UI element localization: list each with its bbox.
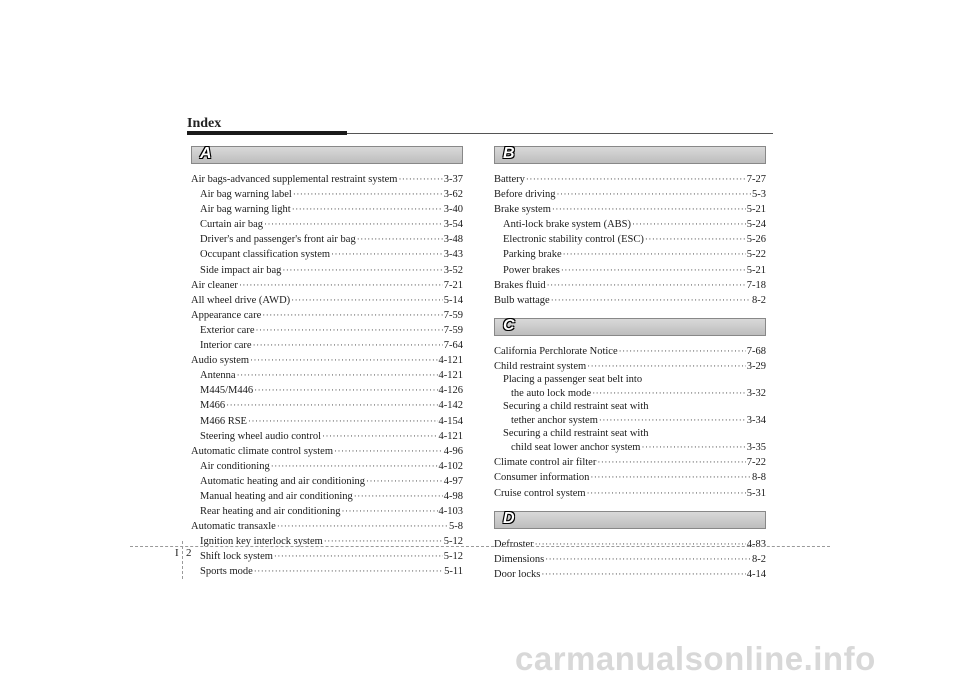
entry-label: Door locks xyxy=(494,568,541,580)
entry-label: Side impact air bag xyxy=(200,264,282,276)
index-entry xyxy=(191,232,463,247)
entry-page: 4-103 xyxy=(438,506,463,518)
section-letter: A xyxy=(200,145,212,162)
entry-page: 3-54 xyxy=(443,219,463,231)
entry-continuation xyxy=(494,440,766,455)
index-entry xyxy=(191,247,463,262)
dot-leader xyxy=(599,413,746,427)
entry-label: Defroster xyxy=(494,538,534,550)
index-entry xyxy=(191,187,463,202)
entry-page: 8-2 xyxy=(752,553,766,565)
dot-leader xyxy=(597,455,745,469)
entry-label: Consumer information xyxy=(494,472,590,484)
entry-label: Anti-lock brake system (ABS) xyxy=(503,219,632,231)
entry-label: M466 RSE xyxy=(200,415,247,427)
entry-page: 3-35 xyxy=(746,442,766,454)
entry-label: Bulb wattage xyxy=(494,294,550,306)
entry-page: 5-21 xyxy=(746,204,766,216)
entry-label: Audio system xyxy=(191,355,250,367)
watermark: carmanualsonline.info xyxy=(515,640,876,677)
dot-leader xyxy=(535,537,746,551)
entry-page: 4-98 xyxy=(443,490,463,502)
dot-leader xyxy=(264,217,443,231)
index-entry xyxy=(191,489,463,504)
entry-page: 5-11 xyxy=(444,566,463,578)
dot-leader xyxy=(274,549,443,563)
entry-page: 5-12 xyxy=(443,536,463,548)
page-title: Index xyxy=(187,116,222,131)
entry-label: All wheel drive (AWD) xyxy=(191,294,291,306)
index-entry xyxy=(494,470,766,485)
section-c-entries xyxy=(494,344,766,501)
entry-page: 8-2 xyxy=(752,294,766,306)
entry-page: 4-83 xyxy=(746,538,766,550)
index-entry xyxy=(494,359,766,374)
footer-section-letter: I xyxy=(175,547,179,559)
dot-leader xyxy=(292,202,443,216)
entry-page: 8-8 xyxy=(752,472,766,484)
entry-page: 7-18 xyxy=(746,279,766,291)
section-a-entries xyxy=(191,172,463,580)
entry-label: Manual heating and air conditioning xyxy=(200,490,353,502)
dot-leader xyxy=(541,567,745,581)
dot-leader xyxy=(561,263,746,277)
entry-label: Sports mode xyxy=(200,566,253,578)
entry-page: 4-97 xyxy=(443,475,463,487)
section-b-entries xyxy=(494,172,766,308)
dot-leader xyxy=(547,278,746,292)
entry-label: Curtain air bag xyxy=(200,219,263,231)
footer-divider xyxy=(182,541,183,579)
entry-page: 4-142 xyxy=(438,400,463,412)
entry-page: 4-121 xyxy=(438,430,463,442)
index-entry xyxy=(191,429,463,444)
entry-page: 3-52 xyxy=(443,264,463,276)
entry-page: 7-27 xyxy=(746,174,766,185)
entry-continuation xyxy=(494,413,766,428)
index-entry xyxy=(494,232,766,247)
entry-page: 7-59 xyxy=(443,309,463,321)
dot-leader xyxy=(331,247,443,261)
dot-leader xyxy=(357,232,443,246)
entry-label: Air bag warning light xyxy=(200,204,291,216)
dot-leader xyxy=(248,414,438,428)
index-entry xyxy=(191,383,463,398)
index-entry xyxy=(191,308,463,323)
dot-leader xyxy=(239,278,443,292)
index-column-right xyxy=(494,146,766,582)
entry-label: Placing a passenger seat belt into xyxy=(503,374,643,386)
entry-page: 4-96 xyxy=(443,445,463,457)
entry-label: Securing a child restraint seat with xyxy=(503,428,649,440)
dot-leader xyxy=(256,323,443,337)
entry-label: Cruise control system xyxy=(494,487,586,499)
entry-page: 4-121 xyxy=(438,355,463,367)
entry-page: 5-26 xyxy=(746,234,766,246)
dot-leader xyxy=(552,202,746,216)
entry-page: 5-8 xyxy=(449,521,463,533)
entry-page: 3-32 xyxy=(746,388,766,400)
dot-leader xyxy=(590,470,751,484)
entry-page: 4-121 xyxy=(438,370,463,382)
entry-label: California Perchlorate Notice xyxy=(494,345,618,357)
section-header-c xyxy=(494,318,766,336)
dot-leader xyxy=(551,293,751,307)
entry-page: 3-29 xyxy=(746,360,766,372)
section-header-d xyxy=(494,511,766,529)
entry-label: Battery xyxy=(494,174,525,185)
entry-label: Steering wheel audio control xyxy=(200,430,322,442)
dot-leader xyxy=(545,552,751,566)
entry-label: Automatic transaxle xyxy=(191,521,276,533)
entry-page: 3-34 xyxy=(746,415,766,427)
entry-page: 5-24 xyxy=(746,219,766,231)
entry-label: M445/M446 xyxy=(200,385,254,397)
entry-label: Interior care xyxy=(200,340,252,352)
dot-leader xyxy=(587,486,746,500)
section-letter: D xyxy=(503,509,515,527)
section-header-a xyxy=(191,146,463,164)
dot-leader xyxy=(592,386,746,400)
entry-label-cont: the auto lock mode xyxy=(511,388,592,400)
entry-label: Brakes fluid xyxy=(494,279,546,291)
dot-leader xyxy=(291,293,443,307)
index-entry xyxy=(494,344,766,359)
dot-leader xyxy=(342,504,438,518)
dot-leader xyxy=(250,353,437,367)
entry-page: 3-48 xyxy=(443,234,463,246)
entry-page: 4-126 xyxy=(438,385,463,397)
entry-label: Air bag warning label xyxy=(200,189,292,201)
index-entry xyxy=(494,278,766,293)
index-entry xyxy=(494,202,766,217)
index-entry xyxy=(191,459,463,474)
index-entry xyxy=(494,247,766,262)
entry-page: 5-31 xyxy=(746,487,766,499)
header-rule-thick xyxy=(187,131,347,135)
index-entry xyxy=(191,504,463,519)
index-entry xyxy=(191,202,463,217)
index-entry xyxy=(191,414,463,429)
entry-label-cont: child seat lower anchor system xyxy=(511,442,641,454)
index-entry xyxy=(494,455,766,470)
entry-page: 3-40 xyxy=(443,204,463,216)
entry-page: 5-14 xyxy=(443,294,463,306)
dot-leader xyxy=(587,359,746,373)
entry-label: Securing a child restraint seat with xyxy=(503,401,649,413)
section-letter: B xyxy=(503,145,515,162)
footer-rule xyxy=(130,546,830,547)
section-letter: C xyxy=(503,316,515,334)
entry-label: Parking brake xyxy=(503,249,562,261)
page-number: 2 xyxy=(186,547,192,559)
entry-label: Climate control air filter xyxy=(494,457,597,469)
index-entry xyxy=(191,263,463,278)
dot-leader xyxy=(271,459,438,473)
dot-leader xyxy=(619,344,746,358)
section-header-b xyxy=(494,146,766,164)
entry-label: Dimensions xyxy=(494,553,545,565)
entry-page: 7-22 xyxy=(746,457,766,469)
entry-page: 5-21 xyxy=(746,264,766,276)
dot-leader xyxy=(226,398,437,412)
dot-leader xyxy=(282,263,442,277)
dot-leader xyxy=(254,383,437,397)
index-entry xyxy=(494,217,766,232)
index-entry xyxy=(494,374,766,401)
entry-label: Occupant classification system xyxy=(200,249,331,261)
index-entry xyxy=(191,353,463,368)
index-entry xyxy=(494,428,766,455)
index-entry xyxy=(191,534,463,549)
dot-leader xyxy=(645,232,746,246)
entry-label: Exterior care xyxy=(200,324,255,336)
entry-page: 3-37 xyxy=(443,174,463,185)
index-entry xyxy=(191,368,463,383)
index-entry xyxy=(494,293,766,308)
entry-label: Automatic climate control system xyxy=(191,445,334,457)
dot-leader xyxy=(262,308,443,322)
index-entry xyxy=(494,552,766,567)
header-rule-thin xyxy=(347,133,773,134)
entry-label: Automatic heating and air conditioning xyxy=(200,475,366,487)
index-entry xyxy=(191,278,463,293)
index-entry xyxy=(191,293,463,308)
dot-leader xyxy=(354,489,443,503)
entry-page: 5-3 xyxy=(752,189,766,201)
index-column-left xyxy=(191,146,463,580)
entry-label: Child restraint system xyxy=(494,360,587,372)
dot-leader xyxy=(277,519,448,533)
index-entry xyxy=(191,398,463,413)
index-entry xyxy=(191,519,463,534)
section-d-entries xyxy=(494,537,766,582)
entry-label: Before driving xyxy=(494,189,556,201)
dot-leader xyxy=(366,474,443,488)
index-entry xyxy=(191,474,463,489)
index-entry xyxy=(494,172,766,187)
index-entry xyxy=(191,172,463,187)
dot-leader xyxy=(526,172,746,186)
entry-label: Power brakes xyxy=(503,264,560,276)
dot-leader xyxy=(322,429,437,443)
entry-label: Antenna xyxy=(200,370,236,382)
entry-page: 4-14 xyxy=(746,568,766,580)
entry-continuation xyxy=(494,386,766,401)
entry-page: 4-154 xyxy=(438,415,463,427)
dot-leader xyxy=(253,338,443,352)
entry-label: Brake system xyxy=(494,204,551,216)
index-entry xyxy=(494,537,766,552)
dot-leader xyxy=(557,187,751,201)
dot-leader xyxy=(254,564,443,578)
entry-label: Rear heating and air conditioning xyxy=(200,506,341,518)
index-entry xyxy=(191,444,463,459)
dot-leader xyxy=(398,172,442,186)
entry-label: Driver's and passenger's front air bag xyxy=(200,234,356,246)
entry-label: Air bags-advanced supplemental restraint system xyxy=(191,174,398,185)
dot-leader xyxy=(334,444,443,458)
entry-page: 5-12 xyxy=(443,551,463,563)
index-entry xyxy=(191,549,463,564)
entry-label: M466 xyxy=(200,400,226,412)
entry-page: 7-68 xyxy=(746,345,766,357)
index-entry xyxy=(191,217,463,232)
index-entry xyxy=(494,187,766,202)
index-entry xyxy=(191,323,463,338)
entry-label: Appearance care xyxy=(191,309,262,321)
dot-leader xyxy=(237,368,438,382)
index-entry xyxy=(494,263,766,278)
dot-leader xyxy=(293,187,443,201)
entry-page: 4-102 xyxy=(438,460,463,472)
index-entry xyxy=(494,486,766,501)
dot-leader xyxy=(641,440,745,454)
entry-label: Air cleaner xyxy=(191,279,238,291)
entry-label: Air conditioning xyxy=(200,460,270,472)
dot-leader xyxy=(632,217,746,231)
entry-page: 7-64 xyxy=(443,340,463,352)
entry-label-cont: tether anchor system xyxy=(511,415,598,427)
entry-page: 7-21 xyxy=(443,279,463,291)
index-entry xyxy=(191,338,463,353)
entry-label: Ignition key interlock system xyxy=(200,536,323,548)
index-entry xyxy=(494,401,766,428)
index-entry xyxy=(494,567,766,582)
entry-label: Shift lock system xyxy=(200,551,273,563)
entry-page: 3-62 xyxy=(443,189,463,201)
index-entry xyxy=(191,564,463,579)
entry-page: 7-59 xyxy=(443,324,463,336)
entry-page: 5-22 xyxy=(746,249,766,261)
dot-leader xyxy=(563,247,746,261)
entry-page: 3-43 xyxy=(443,249,463,261)
entry-label: Electronic stability control (ESC) xyxy=(503,234,644,246)
